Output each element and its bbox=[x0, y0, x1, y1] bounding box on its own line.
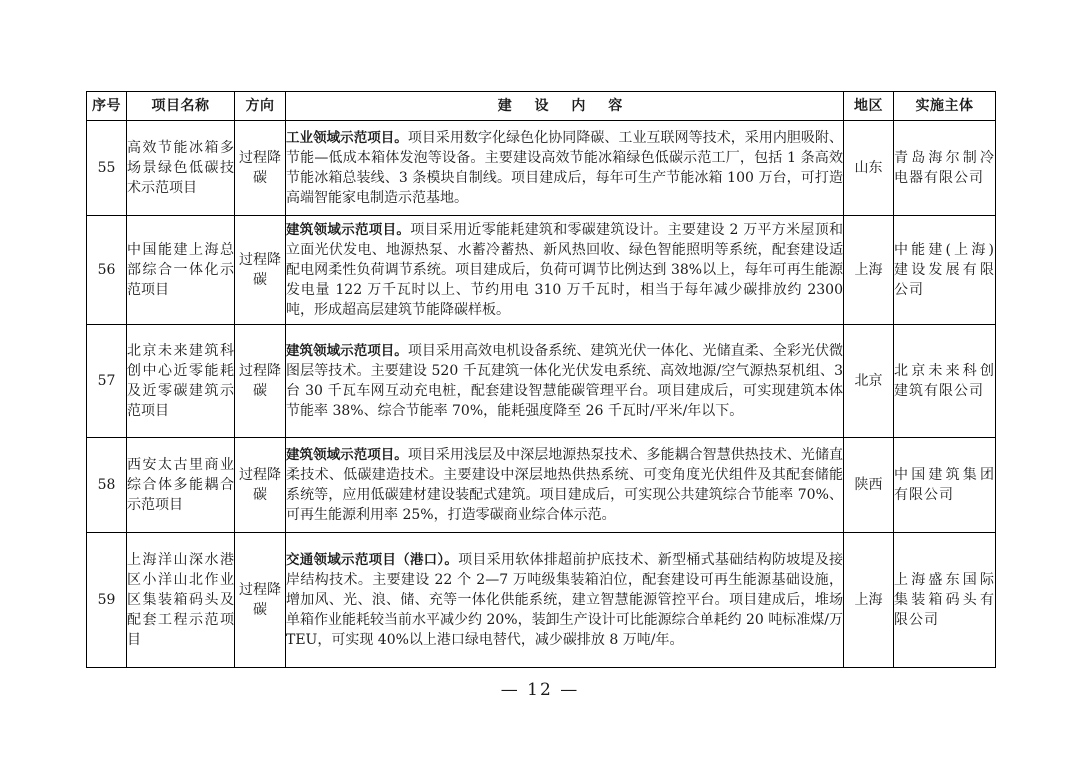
row-index: 58 bbox=[87, 438, 127, 533]
row-direction: 过程降碳 bbox=[235, 216, 286, 325]
table-row bbox=[87, 533, 996, 668]
header-direction: 方向 bbox=[235, 92, 286, 121]
table-row bbox=[87, 325, 996, 438]
header-region: 地区 bbox=[844, 92, 894, 121]
row-region: 北京 bbox=[844, 325, 894, 438]
row-direction: 过程降碳 bbox=[235, 121, 286, 216]
projects-table bbox=[86, 91, 996, 668]
row-region: 上海 bbox=[844, 216, 894, 325]
row-content bbox=[286, 438, 844, 533]
page-number: — 12 — bbox=[500, 680, 580, 700]
row-index: 59 bbox=[87, 533, 127, 668]
row-content bbox=[286, 325, 844, 438]
header-index: 序号 bbox=[87, 92, 127, 121]
row-content-lead: 工业领域示范项目。 bbox=[286, 130, 408, 146]
header-content bbox=[286, 92, 844, 121]
row-entity: 中国建筑集团有限公司 bbox=[894, 438, 996, 533]
row-content-body: 项目采用软体排超前护底技术、新型桶式基础结构防坡堤及接岸结构技术。主要建设 22 个 2—7 万吨级集装箱泊位，配套建设可再生能源基础设施，增加风、光、浪、储、充等一体化供能系统，建立智慧能源管控平台。项目建成后，堆场单箱作业能耗较当前水平减少约 20%，装卸生产设计可比能源综合单耗约 20 吨标准煤/万 TEU，可实现 40%以上港口绿电替代，减少碳排放 8 万吨/年。 bbox=[286, 552, 844, 648]
row-project-name: 高效节能冰箱多场景绿色低碳技术示范项目 bbox=[127, 121, 235, 216]
row-region: 山东 bbox=[844, 121, 894, 216]
row-entity: 青岛海尔制冷电器有限公司 bbox=[894, 121, 996, 216]
header-name: 项目名称 bbox=[127, 92, 235, 121]
row-content-lead: 交通领域示范项目（港口）。 bbox=[286, 552, 459, 568]
row-entity: 北京未来科创建筑有限公司 bbox=[894, 325, 996, 438]
row-project-name: 西安太古里商业综合体多能耦合示范项目 bbox=[127, 438, 235, 533]
row-region: 上海 bbox=[844, 533, 894, 668]
row-project-name: 中国能建上海总部综合一体化示范项目 bbox=[127, 216, 235, 325]
row-content-lead: 建筑领域示范项目。 bbox=[286, 343, 408, 359]
row-entity: 上海盛东国际集装箱码头有限公司 bbox=[894, 533, 996, 668]
row-project-name: 上海洋山深水港区小洋山北作业区集装箱码头及配套工程示范项目 bbox=[127, 533, 235, 668]
row-region: 陕西 bbox=[844, 438, 894, 533]
row-direction: 过程降碳 bbox=[235, 325, 286, 438]
row-entity: 中能建(上海)建设发展有限公司 bbox=[894, 216, 996, 325]
table-row bbox=[87, 216, 996, 325]
table-row bbox=[87, 121, 996, 216]
row-index: 57 bbox=[87, 325, 127, 438]
row-content-body: 项目采用近零能耗建筑和零碳建筑设计。主要建设 2 万平方米屋顶和立面光伏发电、地源热泵、水蓄冷蓄热、新风热回收、绿色智能照明等系统，配套建设适配电网柔性负荷调节系统。项目建成后，负荷可调节比例达到 38%以上，每年可再生能源发电量 122 万千瓦时以上、节约用电 310 万千瓦时，相当于每年减少碳排放约 2300 吨，形成超高层建筑节能降碳样板。 bbox=[286, 222, 843, 318]
row-content bbox=[286, 533, 844, 668]
header-content-label: 建 设 内 容 bbox=[497, 98, 632, 114]
row-content-lead: 建筑领域示范项目。 bbox=[286, 222, 411, 238]
row-content-body: 项目采用高效电机设备系统、建筑光伏一体化、光储直柔、全彩光伏微图层等技术。主要建设 520 千瓦建筑一体化光伏发电系统、高效地源/空气源热泵机组、3 台 30 千瓦车网互动充电桩，配套建设智慧能碳管理平台。项目建成后，可实现建筑本体节能率 38%、综合节能率 70%，能耗强度降至 26 千瓦时/平米/年以下。 bbox=[286, 343, 844, 419]
row-index: 55 bbox=[87, 121, 127, 216]
row-project-name: 北京未来建筑科创中心近零能耗及近零碳建筑示范项目 bbox=[127, 325, 235, 438]
row-content-body: 项目采用数字化绿色化协同降碳、工业互联网等技术，采用内胆吸附、节能—低成本箱体发泡等设备。主要建设高效节能冰箱绿色低碳示范工厂，包括 1 条高效节能冰箱总装线、3 条模块自制线。项目建成后，每年可生产节能冰箱 100 万台，可打造高端智能家电制造示范基地。 bbox=[286, 130, 844, 206]
row-content-lead: 建筑领域示范项目。 bbox=[286, 447, 408, 463]
row-direction: 过程降碳 bbox=[235, 438, 286, 533]
table-header-row bbox=[87, 92, 996, 121]
row-content bbox=[286, 216, 844, 325]
row-index: 56 bbox=[87, 216, 127, 325]
table-row bbox=[87, 438, 996, 533]
row-content-body: 项目采用浅层及中深层地源热泵技术、多能耦合智慧供热技术、光储直柔技术、低碳建造技术。主要建设中深层地热供热系统、可变角度光伏组件及其配套储能系统等，应用低碳建材建设装配式建筑。项目建成后，可实现公共建筑综合节能率 70%、可再生能源利用率 25%，打造零碳商业综合体示范。 bbox=[286, 447, 844, 523]
row-direction: 过程降碳 bbox=[235, 533, 286, 668]
row-content bbox=[286, 121, 844, 216]
header-entity: 实施主体 bbox=[894, 92, 996, 121]
